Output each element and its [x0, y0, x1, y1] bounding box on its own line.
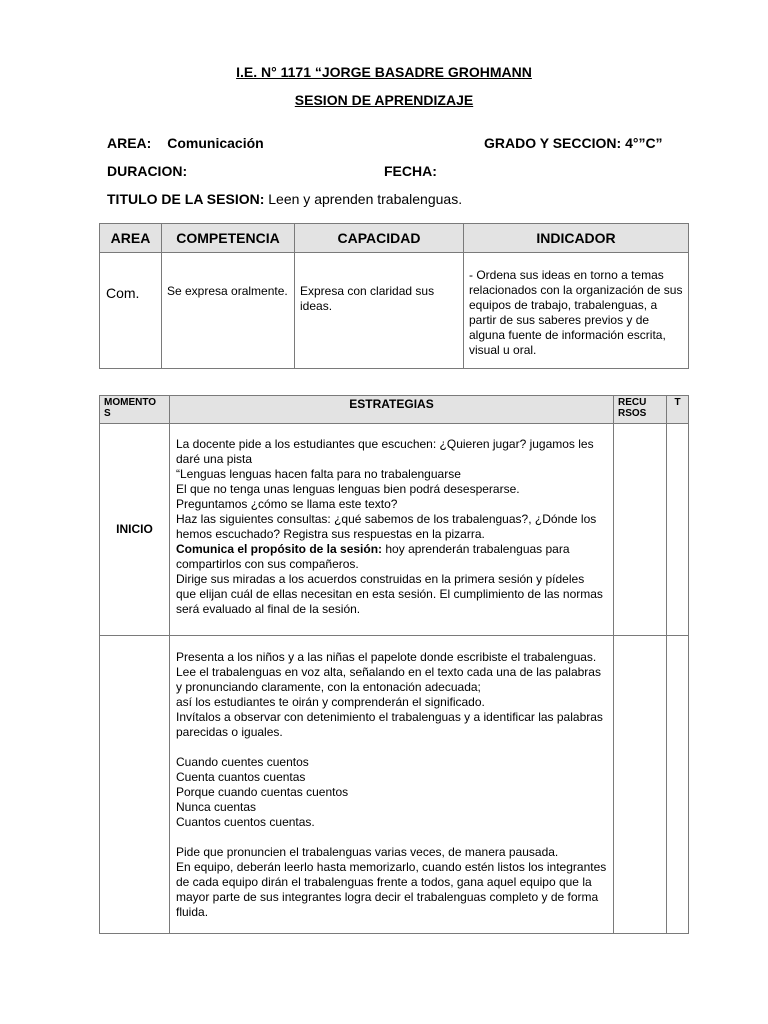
competencias-header-row: [100, 224, 689, 253]
header-capacidad: CAPACIDAD: [295, 224, 464, 253]
poem-line: Cuando cuentes cuentos: [176, 755, 309, 769]
purpose-text: hoy aprenderán trabalenguas para compartirlos con sus compañeros.: [176, 542, 570, 571]
competencias-row: [100, 253, 689, 369]
inicio-tiempo: [667, 424, 689, 636]
desarrollo-line: Presenta a los niños y a las niñas el papelote donde escribiste el trabalenguas.: [176, 650, 597, 664]
desarrollo-line: así los estudiantes te oirán y comprenderán el significado.: [176, 695, 485, 709]
titulo-value: Leen y aprenden trabalenguas.: [268, 191, 463, 207]
desarrollo-line: Invítalos a observar con detenimiento el trabalenguas y a identificar las palabras parecidas o iguales.: [176, 710, 603, 739]
header-estrategias: ESTRATEGIAS: [170, 396, 614, 424]
header-tiempo: T: [667, 396, 689, 424]
titulo-label: TITULO DE LA SESION:: [107, 191, 265, 207]
desarrollo-recursos: [614, 636, 667, 934]
cell-capacidad: [295, 253, 464, 369]
inicio-line: Preguntamos ¿cómo se llama este texto?: [176, 497, 398, 511]
desarrollo-tiempo: [667, 636, 689, 934]
school-name: I.E. N° 1171 “JORGE BASADRE GROHMANN: [236, 64, 532, 80]
estrategias-header-row: [100, 396, 689, 424]
inicio-closing: Dirige sus miradas a los acuerdos construidas en la primera sesión y pídeles que elijan cuál de ellas necesitan en esta sesión. El cumplimiento de las normas será evaluado al final de la sesión.: [176, 572, 603, 616]
area-field: [107, 135, 264, 151]
area-value: Comunicación: [167, 135, 264, 151]
header-competencia: COMPETENCIA: [162, 224, 295, 253]
grado-label: GRADO Y SECCION:: [484, 135, 622, 151]
capacidad-cell-text: Expresa con claridad sus ideas.: [300, 284, 435, 313]
titulo-field: [107, 191, 462, 207]
inicio-line: “Lenguas lenguas hacen falta para no trabalenguarse: [176, 467, 461, 481]
inicio-line: El que no tenga unas lenguas lenguas bien podrá desesperarse.: [176, 482, 520, 496]
header-area: AREA: [100, 224, 162, 253]
inicio-row: [100, 424, 689, 636]
cell-area: [100, 253, 162, 369]
header-recursos: RECU RSOS: [614, 396, 667, 424]
desarrollo-line: En equipo, deberán leerlo hasta memorizarlo, cuando estén listos los integrantes de cada equipo dirán el trabalenguas frente a todos, gana aquel equipo que la mayor parte de sus integrantes logra decir el trabalenguas completo y de forma fluida.: [176, 860, 607, 919]
momento-inicio: INICIO: [100, 424, 170, 636]
header-momentos: MOMENTO S: [100, 396, 170, 424]
grado-field: [484, 135, 663, 151]
poem-line: Nunca cuentas: [176, 800, 257, 814]
desarrollo-row: [100, 636, 689, 934]
competencia-cell-text: Se expresa oralmente.: [167, 284, 288, 298]
desarrollo-line: Lee el trabalenguas en voz alta, señalando en el texto cada una de las palabras y pronunciando claramente, con la entonación adecuada;: [176, 665, 601, 694]
inicio-strategies: [170, 424, 614, 636]
inicio-purpose: [176, 542, 607, 572]
poem-line: Porque cuando cuentas cuentos: [176, 785, 349, 799]
indicador-cell-text: - Ordena sus ideas en torno a temas relacionados con la organización de sus equipos de trabajo, trabalenguas, a partir de sus saberes previos y de alguna fuente de información escrita, visual u oral.: [469, 268, 683, 357]
grado-value: 4°”C”: [625, 135, 663, 151]
inicio-recursos: [614, 424, 667, 636]
header-indicador: INDICADOR: [464, 224, 689, 253]
purpose-bold: Comunica el propósito de la sesión:: [176, 542, 383, 556]
inicio-line: La docente pide a los estudiantes que escuchen: ¿Quieren jugar? jugamos les daré una pista: [176, 437, 594, 466]
momento-desarrollo: [100, 636, 170, 934]
poem-line: Cuenta cuantos cuentas: [176, 770, 306, 784]
cell-competencia: [162, 253, 295, 369]
estrategias-table: [99, 395, 689, 934]
area-cell-text: Com.: [106, 285, 140, 301]
fecha-label: FECHA:: [384, 163, 437, 179]
area-label: AREA:: [107, 135, 152, 151]
document-title: SESION DE APRENDIZAJE: [294, 92, 474, 108]
duracion-label: DURACION:: [107, 163, 188, 179]
inicio-line: Haz las siguientes consultas: ¿qué sabemos de los trabalenguas?, ¿Dónde los hemos escuchado? Registra sus respuestas en la pizarra.: [176, 512, 597, 541]
cell-indicador: [464, 253, 689, 369]
poem-line: Cuantos cuentos cuentas.: [176, 815, 315, 829]
desarrollo-line: Pide que pronuncien el trabalenguas varias veces, de manera pausada.: [176, 845, 559, 859]
competencias-table: [99, 223, 689, 369]
desarrollo-strategies: [170, 636, 614, 934]
